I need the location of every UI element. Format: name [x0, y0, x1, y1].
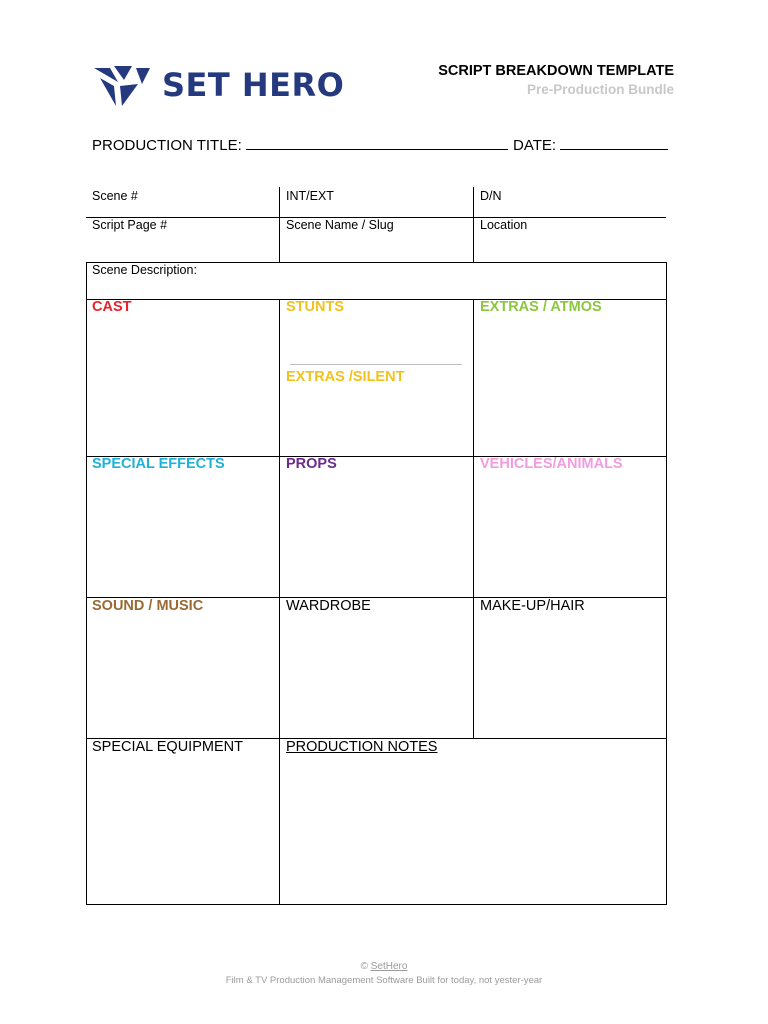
- production-title-field[interactable]: [92, 136, 508, 154]
- cast-heading: CAST: [92, 299, 132, 315]
- production-title-blank[interactable]: [246, 136, 508, 150]
- production-title-label: PRODUCTION TITLE:: [92, 137, 242, 154]
- document-title: SCRIPT BREAKDOWN TEMPLATE: [438, 63, 674, 79]
- location-label: Location: [480, 218, 528, 232]
- divider: [86, 262, 87, 904]
- footer-tagline: Film & TV Production Management Software Built for today, not yester-year: [225, 975, 543, 986]
- sethero-link[interactable]: SetHero: [370, 961, 408, 972]
- footer-copyright: [0, 961, 768, 972]
- extras-atmos-heading: EXTRAS / ATMOS: [480, 299, 602, 315]
- scene-description-label: Scene Description:: [92, 263, 197, 277]
- date-field[interactable]: [513, 136, 668, 154]
- script-page-label: Script Page #: [92, 218, 168, 232]
- int-ext-label: INT/EXT: [286, 189, 334, 203]
- scene-number-label: Scene #: [92, 189, 138, 203]
- production-notes-heading: PRODUCTION NOTES: [286, 739, 438, 755]
- divider: [473, 299, 474, 738]
- makeup-hair-heading: MAKE-UP/HAIR: [480, 598, 585, 614]
- sound-music-heading: SOUND / MUSIC: [92, 598, 204, 614]
- brand-name: SET HERO: [162, 66, 345, 104]
- sethero-logo: [92, 64, 345, 108]
- stunts-extras-separator: [290, 364, 462, 365]
- divider: [86, 904, 667, 905]
- divider: [473, 187, 474, 262]
- sethero-logo-icon: [92, 64, 152, 108]
- stunts-heading: STUNTS: [286, 299, 344, 315]
- date-label: DATE:: [513, 137, 557, 154]
- divider: [86, 217, 666, 218]
- special-equipment-heading: SPECIAL EQUIPMENT: [92, 739, 243, 755]
- wardrobe-heading: WARDROBE: [286, 598, 371, 614]
- scene-name-label: Scene Name / Slug: [286, 218, 394, 232]
- day-night-label: D/N: [480, 189, 502, 203]
- vehicles-animals-heading: VEHICLES/ANIMALS: [480, 456, 623, 472]
- divider: [279, 299, 280, 904]
- props-heading: PROPS: [286, 456, 337, 472]
- extras-silent-heading: EXTRAS /SILENT: [286, 369, 405, 385]
- special-effects-heading: SPECIAL EFFECTS: [92, 456, 225, 472]
- copyright-symbol: ©: [360, 961, 368, 972]
- document-subtitle: Pre-Production Bundle: [526, 82, 674, 97]
- date-blank[interactable]: [560, 136, 668, 150]
- divider: [279, 187, 280, 262]
- divider: [666, 262, 667, 904]
- divider: [86, 262, 667, 263]
